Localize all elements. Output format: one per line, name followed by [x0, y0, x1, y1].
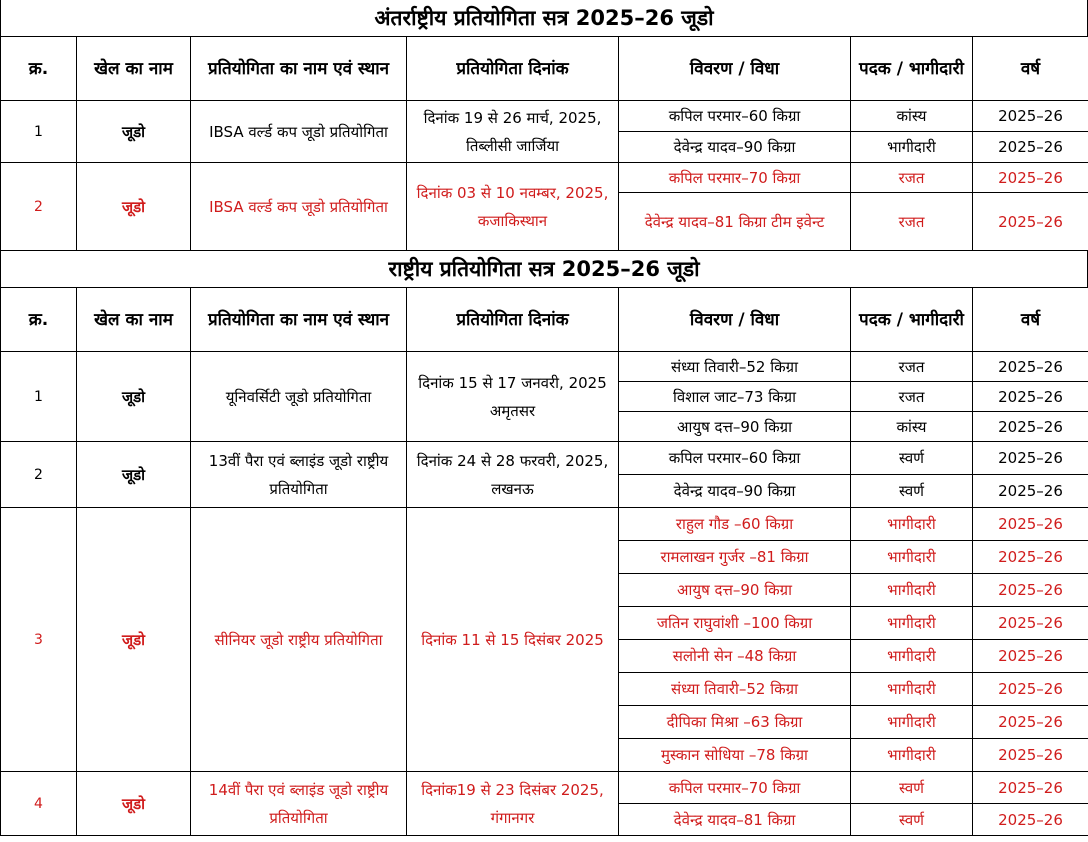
year-cell: 2025–26 — [973, 412, 1088, 442]
sn-cell: 1 — [1, 101, 77, 163]
table-row — [1, 352, 1088, 382]
year-cell: 2025–26 — [973, 382, 1088, 412]
year-cell: 2025–26 — [973, 541, 1088, 574]
sn-cell: 1 — [1, 352, 77, 442]
sn-cell: 2 — [1, 163, 77, 251]
col-header-sport: खेल का नाम — [77, 288, 191, 352]
detail-cell: आयुष दत्त–90 किग्रा — [619, 412, 851, 442]
year-cell: 2025–26 — [973, 673, 1088, 706]
year-cell: 2025–26 — [973, 442, 1088, 475]
col-header-sport: खेल का नाम — [77, 37, 191, 101]
year-cell: 2025–26 — [973, 163, 1088, 193]
detail-cell: संध्या तिवारी–52 किग्रा — [619, 673, 851, 706]
competition-name-cell: IBSA वर्ल्ड कप जूडो प्रतियोगिता — [191, 101, 407, 163]
col-header-medal: पदक / भागीदारी — [851, 288, 973, 352]
sport-cell: जूडो — [77, 101, 191, 163]
detail-cell: देवेन्द्र यादव–81 किग्रा — [619, 804, 851, 836]
detail-cell: देवेन्द्र यादव–81 किग्रा टीम इवेन्ट — [619, 193, 851, 251]
detail-cell: देवेन्द्र यादव–90 किग्रा — [619, 132, 851, 163]
sn-cell: 2 — [1, 442, 77, 508]
col-header-detail: विवरण / विधा — [619, 37, 851, 101]
table-row — [1, 508, 1088, 541]
medal-cell: स्वर्ण — [851, 772, 973, 804]
competition-name-cell: सीनियर जूडो राष्ट्रीय प्रतियोगिता — [191, 508, 407, 772]
medal-cell: भागीदारी — [851, 739, 973, 772]
medal-cell: स्वर्ण — [851, 475, 973, 508]
medal-cell: भागीदारी — [851, 706, 973, 739]
medal-cell: कांस्य — [851, 101, 973, 132]
competition-date-cell: दिनांक 03 से 10 नवम्बर, 2025, कजाकिस्थान — [407, 163, 619, 251]
detail-cell: कपिल परमार–60 किग्रा — [619, 442, 851, 475]
detail-cell: रामलाखन गुर्जर –81 किग्रा — [619, 541, 851, 574]
detail-cell: विशाल जाट–73 किग्रा — [619, 382, 851, 412]
medal-cell: भागीदारी — [851, 508, 973, 541]
detail-cell: संध्या तिवारी–52 किग्रा — [619, 352, 851, 382]
year-cell: 2025–26 — [973, 101, 1088, 132]
medal-cell: रजत — [851, 163, 973, 193]
year-cell: 2025–26 — [973, 772, 1088, 804]
medal-cell: रजत — [851, 193, 973, 251]
detail-cell: जतिन राघुवांशी –100 किग्रा — [619, 607, 851, 640]
medal-cell: भागीदारी — [851, 132, 973, 163]
competition-name-cell: यूनिवर्सिटी जूडो प्रतियोगिता — [191, 352, 407, 442]
international-table — [0, 36, 1088, 251]
national-section-title: राष्ट्रीय प्रतियोगिता सत्र 2025–26 जूडो — [0, 251, 1088, 287]
col-header-date: प्रतियोगिता दिनांक — [407, 288, 619, 352]
medal-cell: भागीदारी — [851, 640, 973, 673]
detail-cell: कपिल परमार–60 किग्रा — [619, 101, 851, 132]
sn-cell: 4 — [1, 772, 77, 836]
table-row — [1, 163, 1088, 193]
national-table — [0, 287, 1088, 836]
medal-cell: रजत — [851, 352, 973, 382]
col-header-sn: क्र. — [1, 288, 77, 352]
competition-name-cell: 14वीं पैरा एवं ब्लाइंड जूडो राष्ट्रीय प्रतियोगिता — [191, 772, 407, 836]
medal-cell: रजत — [851, 382, 973, 412]
col-header-name: प्रतियोगिता का नाम एवं स्थान — [191, 37, 407, 101]
competition-date-cell: दिनांक 15 से 17 जनवरी, 2025 अमृतसर — [407, 352, 619, 442]
table-header-row — [1, 288, 1088, 352]
table-row — [1, 772, 1088, 804]
sport-cell: जूडो — [77, 352, 191, 442]
medal-cell: भागीदारी — [851, 574, 973, 607]
col-header-sn: क्र. — [1, 37, 77, 101]
year-cell: 2025–26 — [973, 706, 1088, 739]
detail-cell: मुस्कान सोधिया –78 किग्रा — [619, 739, 851, 772]
year-cell: 2025–26 — [973, 739, 1088, 772]
col-header-year: वर्ष — [973, 37, 1088, 101]
detail-cell: सलोनी सेन –48 किग्रा — [619, 640, 851, 673]
year-cell: 2025–26 — [973, 574, 1088, 607]
table-row — [1, 442, 1088, 475]
sport-cell: जूडो — [77, 772, 191, 836]
detail-cell: कपिल परमार–70 किग्रा — [619, 772, 851, 804]
detail-cell: देवेन्द्र यादव–90 किग्रा — [619, 475, 851, 508]
medal-cell: भागीदारी — [851, 673, 973, 706]
detail-cell: आयुष दत्त–90 किग्रा — [619, 574, 851, 607]
competition-name-cell: IBSA वर्ल्ड कप जूडो प्रतियोगिता — [191, 163, 407, 251]
sport-cell: जूडो — [77, 163, 191, 251]
col-header-date: प्रतियोगिता दिनांक — [407, 37, 619, 101]
year-cell: 2025–26 — [973, 804, 1088, 836]
detail-cell: राहुल गौड –60 किग्रा — [619, 508, 851, 541]
col-header-year: वर्ष — [973, 288, 1088, 352]
col-header-detail: विवरण / विधा — [619, 288, 851, 352]
year-cell: 2025–26 — [973, 475, 1088, 508]
year-cell: 2025–26 — [973, 640, 1088, 673]
competition-date-cell: दिनांक 11 से 15 दिसंबर 2025 — [407, 508, 619, 772]
col-header-name: प्रतियोगिता का नाम एवं स्थान — [191, 288, 407, 352]
table-header-row — [1, 37, 1088, 101]
table-row — [1, 101, 1088, 132]
competition-date-cell: दिनांक 19 से 26 मार्च, 2025, तिब्लीसी जार्जिया — [407, 101, 619, 163]
col-header-medal: पदक / भागीदारी — [851, 37, 973, 101]
sport-cell: जूडो — [77, 508, 191, 772]
competition-date-cell: दिनांक19 से 23 दिसंबर 2025, गंगानगर — [407, 772, 619, 836]
year-cell: 2025–26 — [973, 193, 1088, 251]
medal-cell: भागीदारी — [851, 607, 973, 640]
competition-name-cell: 13वीं पैरा एवं ब्लाइंड जूडो राष्ट्रीय प्रतियोगिता — [191, 442, 407, 508]
year-cell: 2025–26 — [973, 508, 1088, 541]
medal-cell: कांस्य — [851, 412, 973, 442]
medal-cell: भागीदारी — [851, 541, 973, 574]
year-cell: 2025–26 — [973, 352, 1088, 382]
competition-date-cell: दिनांक 24 से 28 फरवरी, 2025, लखनऊ — [407, 442, 619, 508]
sn-cell: 3 — [1, 508, 77, 772]
detail-cell: कपिल परमार–70 किग्रा — [619, 163, 851, 193]
international-section-title: अंतर्राष्ट्रीय प्रतियोगिता सत्र 2025–26 जूडो — [0, 0, 1088, 36]
year-cell: 2025–26 — [973, 607, 1088, 640]
year-cell: 2025–26 — [973, 132, 1088, 163]
sport-cell: जूडो — [77, 442, 191, 508]
medal-cell: स्वर्ण — [851, 442, 973, 475]
medal-cell: स्वर्ण — [851, 804, 973, 836]
detail-cell: दीपिका मिश्रा –63 किग्रा — [619, 706, 851, 739]
